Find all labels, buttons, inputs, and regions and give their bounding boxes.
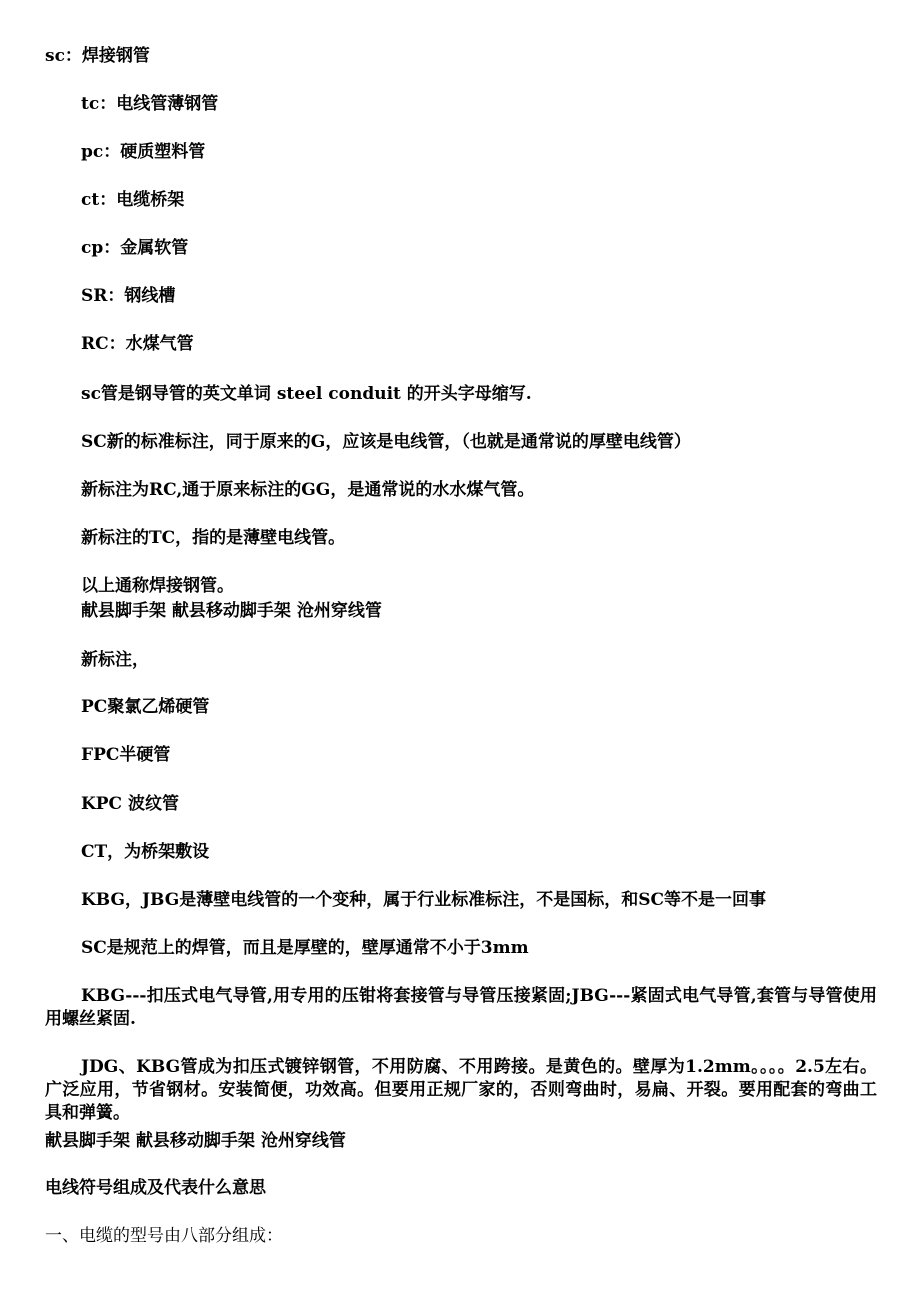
text-paragraph: JDG、KBG管成为扣压式镀锌钢管，不用防腐、不用跨接。是黄色的。壁厚为1.2mm。。。。2.5左右。广泛应用，节省钢材。安装简便，功效高。但要用正规厂家的，否则弯曲时，易扁、开裂。要用配套的弯曲工具和弹簧。 <box>45 1057 877 1123</box>
text-line: 新标注， <box>81 650 149 670</box>
text-line: 献县脚手架 献县移动脚手架 沧州穿线管 <box>81 601 382 621</box>
text-line: 新标注的TC，指的是薄壁电线管。 <box>81 528 346 548</box>
text-line: 以上通称焊接钢管。 <box>81 576 234 596</box>
text-line: CT，为桥架敷设 <box>81 842 210 862</box>
text-line: sc管是钢导管的英文单词 steel conduit 的开头字母缩写. <box>81 384 532 404</box>
text-line: RC：水煤气管 <box>81 334 194 354</box>
text-line: SC新的标准标注，同于原来的G，应该是电线管，（也就是通常说的厚壁电线管） <box>81 432 691 452</box>
text-line: 献县脚手架 献县移动脚手架 沧州穿线管 <box>45 1131 346 1151</box>
text-line: 一、电缆的型号由八部分组成： <box>45 1226 283 1246</box>
text-line: 新标注为RC,通于原来标注的GG，是通常说的水水煤气管。 <box>81 480 535 500</box>
text-line: sc：焊接钢管 <box>45 46 150 66</box>
text-line: cp：金属软管 <box>81 238 189 258</box>
text-line: SC是规范上的焊管，而且是厚壁的，壁厚通常不小于3mm <box>81 938 529 958</box>
text-line: PC聚氯乙烯硬管 <box>81 697 210 717</box>
text-line: KBG，JBG是薄壁电线管的一个变种，属于行业标准标注，不是国标，和SC等不是一回事 <box>81 890 767 910</box>
text-line: SR：钢线槽 <box>81 286 176 306</box>
text-paragraph: KBG---扣压式电气导管,用专用的压钳将套接管与导管压接紧固;JBG---紧固式电气导管,套管与导管使用用螺丝紧固. <box>45 986 877 1029</box>
text-line: KPC 波纹管 <box>81 794 180 814</box>
text-line: pc：硬质塑料管 <box>81 142 206 162</box>
text-line: 电线符号组成及代表什么意思 <box>45 1178 266 1198</box>
text-line: FPC半硬管 <box>81 745 171 765</box>
text-line: tc：电线管薄钢管 <box>81 94 219 114</box>
text-line: ct：电缆桥架 <box>81 190 185 210</box>
